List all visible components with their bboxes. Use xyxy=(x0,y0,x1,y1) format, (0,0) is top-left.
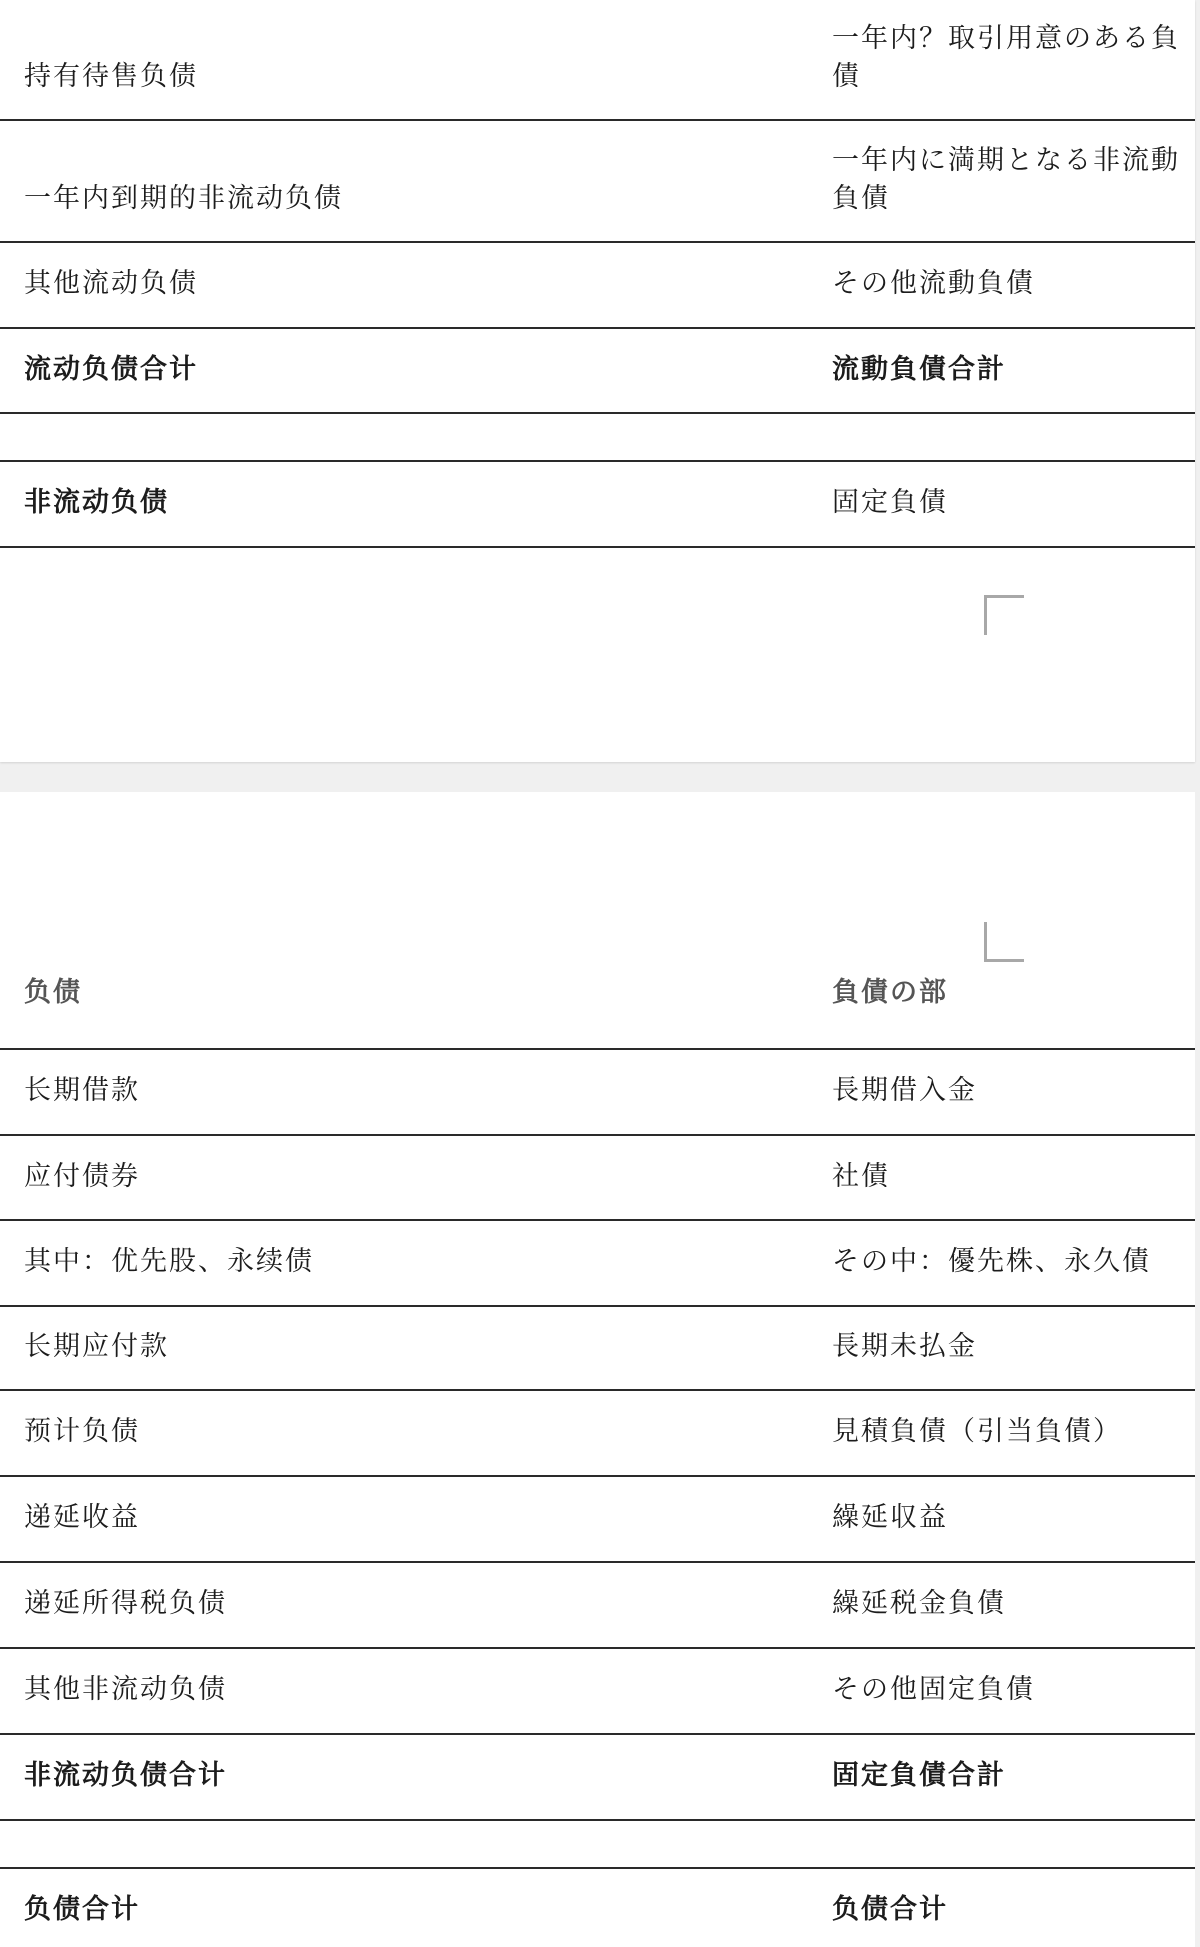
table-row xyxy=(0,1221,1195,1307)
japanese-term: 一年内？取引用意のある負債 xyxy=(832,23,1180,92)
japanese-term: 繰延収益 xyxy=(832,1502,948,1533)
chinese-term: 应付债券 xyxy=(24,1161,140,1192)
table-row xyxy=(0,1136,1195,1221)
chinese-term: 其他流动负债 xyxy=(24,268,198,299)
japanese-term: 社債 xyxy=(832,1161,890,1192)
chinese-term: 长期应付款 xyxy=(24,1331,169,1362)
table-row xyxy=(0,1307,1195,1391)
table-row-spacer xyxy=(0,414,1195,462)
table-row xyxy=(0,1649,1195,1735)
japanese-term: 负债合计 xyxy=(832,1894,948,1925)
table-row-spacer xyxy=(0,1821,1195,1869)
chinese-term: 流动负债合计 xyxy=(24,354,198,385)
japanese-term: 一年内に満期となる非流動負債 xyxy=(832,145,1180,214)
table-row xyxy=(0,1563,1195,1649)
chinese-term: 其中：优先股、永续债 xyxy=(24,1246,314,1277)
table-row-section xyxy=(0,462,1195,548)
table-row-total xyxy=(0,1735,1195,1821)
table-row xyxy=(0,1477,1195,1563)
page-corner-mark xyxy=(984,595,1024,635)
chinese-term: 非流动负债 xyxy=(24,487,169,518)
chinese-term: 递延所得税负债 xyxy=(24,1588,227,1619)
chinese-term: 长期借款 xyxy=(24,1075,140,1106)
table-row-header xyxy=(0,962,1195,1050)
table-row xyxy=(0,243,1195,329)
japanese-term: その中：優先株、永久債 xyxy=(832,1246,1151,1277)
chinese-term: 预计负债 xyxy=(24,1416,140,1447)
chinese-term: 递延收益 xyxy=(24,1502,140,1533)
document-page-2 xyxy=(0,792,1195,1947)
japanese-term: 固定負債 xyxy=(832,487,948,518)
japanese-term: 長期未払金 xyxy=(832,1331,977,1362)
japanese-term: 固定負債合計 xyxy=(832,1760,1006,1791)
page-corner-mark xyxy=(984,922,1024,962)
japanese-term: 長期借入金 xyxy=(832,1075,977,1106)
document-page-1 xyxy=(0,0,1195,762)
chinese-term: 负债 xyxy=(24,977,82,1008)
table-row xyxy=(0,1391,1195,1477)
japanese-term: 繰延税金負債 xyxy=(832,1588,1006,1619)
japanese-term: 見積負債（引当負債） xyxy=(832,1416,1122,1447)
chinese-term: 负债合计 xyxy=(24,1894,140,1925)
japanese-term: 流動負債合計 xyxy=(832,354,1006,385)
chinese-term: 持有待售负债 xyxy=(24,61,198,92)
japanese-term: その他固定負債 xyxy=(832,1674,1035,1705)
table-row xyxy=(0,1050,1195,1136)
chinese-term: 非流动负债合计 xyxy=(24,1760,227,1791)
table-row-total xyxy=(0,329,1195,414)
japanese-term: その他流動負債 xyxy=(832,268,1035,299)
table-row xyxy=(0,0,1195,121)
table-row xyxy=(0,121,1195,243)
japanese-term: 負債の部 xyxy=(832,977,948,1008)
table-row-grand-total xyxy=(0,1869,1195,1947)
chinese-term: 其他非流动负债 xyxy=(24,1674,227,1705)
chinese-term: 一年内到期的非流动负债 xyxy=(24,183,343,214)
